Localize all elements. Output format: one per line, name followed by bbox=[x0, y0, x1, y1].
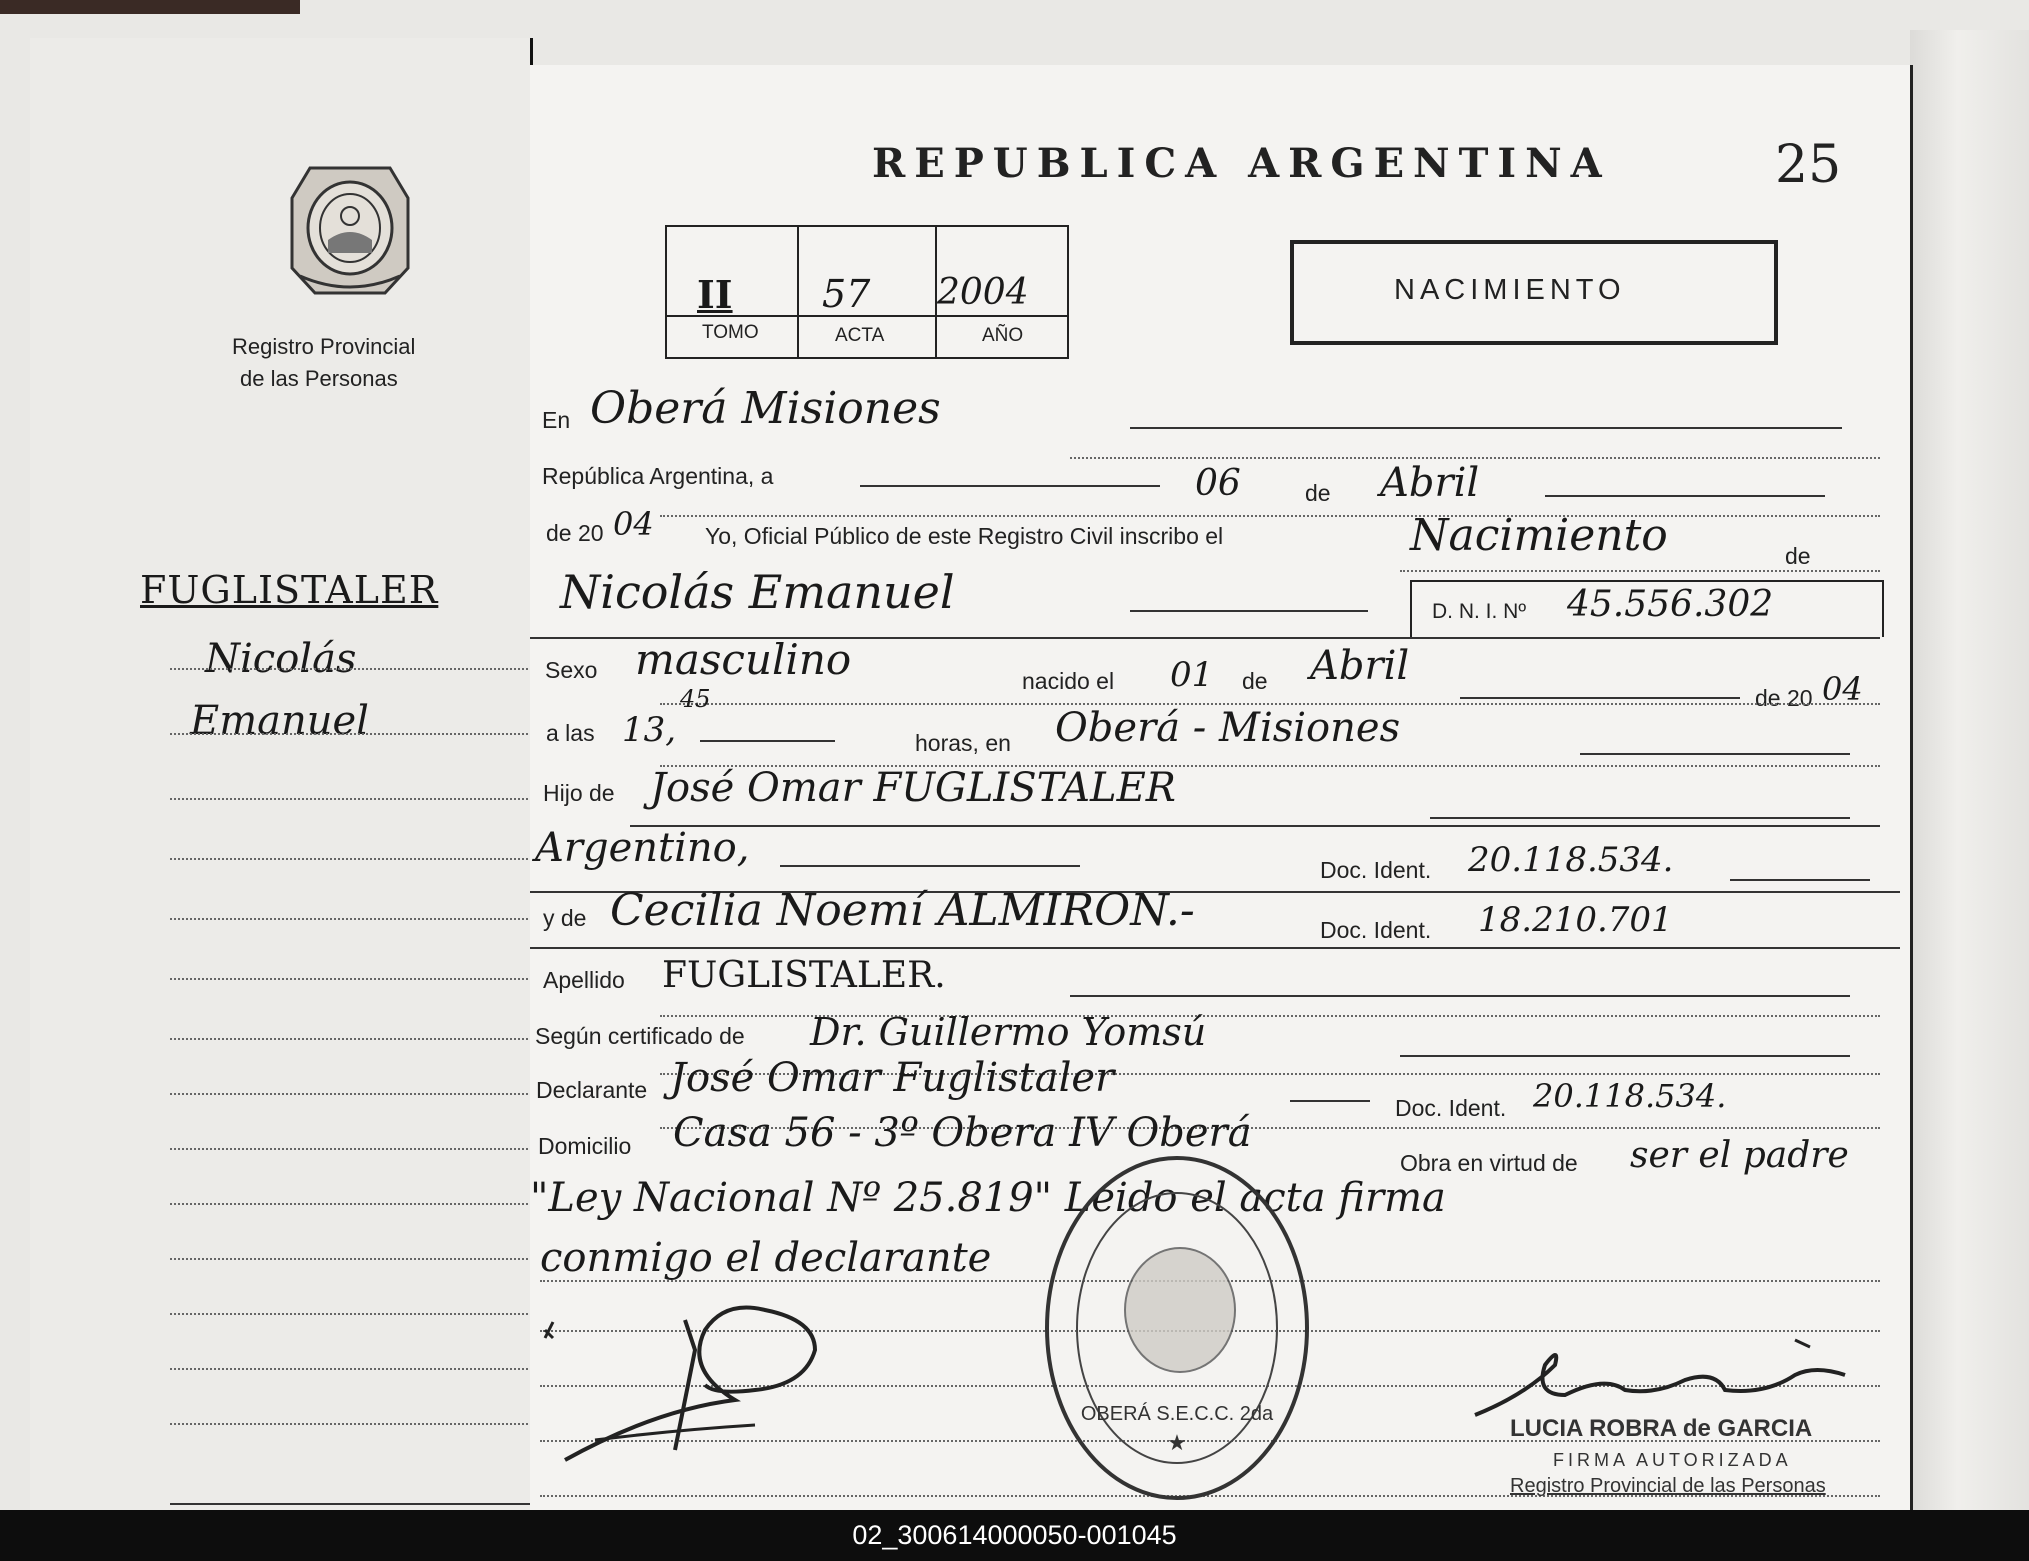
margin-dotted-line bbox=[170, 1423, 540, 1425]
fill-line bbox=[1290, 1100, 1370, 1102]
margin-dotted-line bbox=[170, 1368, 540, 1370]
value-hour: 13, bbox=[622, 710, 677, 750]
margin-dotted-line bbox=[170, 1203, 540, 1205]
binder-edge bbox=[0, 0, 300, 14]
anio-label: AÑO bbox=[982, 325, 1024, 346]
value-birth-day: 01 bbox=[1170, 655, 1214, 695]
value-sex: masculino bbox=[635, 635, 852, 684]
label-republica: República Argentina, a bbox=[542, 463, 774, 489]
fill-line bbox=[1130, 610, 1368, 612]
svg-text:★: ★ bbox=[1167, 1430, 1187, 1455]
margin-dotted-line bbox=[170, 668, 540, 670]
acta-label: ACTA bbox=[835, 325, 885, 346]
margin-first-name: Nicolás bbox=[205, 636, 357, 682]
official-signature bbox=[1465, 1335, 1865, 1425]
tomo-label: TOMO bbox=[702, 322, 759, 343]
fill-line bbox=[1580, 753, 1850, 755]
value-declarant-doc: 20.118.534. bbox=[1533, 1077, 1727, 1115]
margin-dotted-line bbox=[170, 918, 540, 920]
margin-dotted-line bbox=[170, 1148, 540, 1150]
value-observation-line1: "Ley Nacional Nº 25.819" Leido el acta firma bbox=[530, 1175, 1446, 1221]
fill-line bbox=[1400, 1055, 1850, 1057]
value-father-nationality: Argentino, bbox=[535, 825, 750, 871]
value-observation-line2: conmigo el declarante bbox=[540, 1235, 992, 1281]
value-mother: Cecilia Noemí ALMIRON.- bbox=[610, 885, 1195, 936]
margin-dotted-line bbox=[170, 1093, 540, 1095]
fill-line bbox=[1070, 457, 1880, 459]
margin-dotted-line bbox=[170, 733, 540, 735]
svg-text:OBERÁ S.E.C.C. 2da: OBERÁ S.E.C.C. 2da bbox=[1080, 1403, 1274, 1425]
fill-line bbox=[1130, 427, 1842, 429]
registry-stamp bbox=[1040, 1150, 1315, 1505]
fill-line bbox=[860, 485, 1160, 487]
label-domicilio: Domicilio bbox=[538, 1133, 632, 1159]
registry-name-line2: de las Personas bbox=[240, 366, 398, 391]
label-a-las: a las bbox=[546, 720, 595, 746]
label-yo: Yo, Oficial Público de este Registro Civil inscribo el bbox=[705, 523, 1224, 549]
value-physician: Dr. Guillermo Yomsú bbox=[810, 1010, 1207, 1054]
acta-value: 57 bbox=[822, 272, 871, 316]
fill-line bbox=[1070, 995, 1850, 997]
value-declarant: José Omar Fuglistaler bbox=[670, 1055, 1115, 1101]
margin-dotted-line bbox=[170, 798, 540, 800]
fill-line bbox=[1460, 697, 1740, 699]
fill-line bbox=[780, 865, 1080, 867]
value-reg-year: 04 bbox=[613, 505, 654, 543]
fill-line bbox=[1545, 495, 1825, 497]
label-sexo: Sexo bbox=[545, 657, 598, 683]
official-name: LUCIA ROBRA de GARCIA bbox=[1510, 1415, 1813, 1442]
record-number-box bbox=[665, 225, 1069, 359]
form-page bbox=[530, 65, 1913, 1510]
fill-line bbox=[1730, 879, 1870, 881]
label-segun: Según certificado de bbox=[535, 1023, 745, 1049]
margin-second-name: Emanuel bbox=[190, 698, 369, 744]
province-seal-icon bbox=[280, 158, 420, 303]
value-birth-year: 04 bbox=[1822, 670, 1863, 708]
declarant-signature bbox=[535, 1290, 855, 1470]
label-en: En bbox=[542, 407, 571, 433]
label-obra: Obra en virtud de bbox=[1400, 1150, 1578, 1176]
value-minutes: 45 bbox=[680, 685, 711, 713]
value-mother-doc: 18.210.701 bbox=[1478, 900, 1673, 940]
label-de3: de bbox=[1242, 668, 1268, 694]
value-dni: 45.556.302 bbox=[1567, 584, 1774, 625]
country-heading: REPUBLICA ARGENTINA bbox=[872, 140, 1611, 187]
value-child-name: Nicolás Emanuel bbox=[560, 565, 955, 619]
value-father: José Omar FUGLISTALER bbox=[650, 765, 1176, 811]
value-reason: ser el padre bbox=[1630, 1135, 1849, 1176]
fill-line bbox=[530, 947, 1900, 949]
fill-line bbox=[1400, 570, 1880, 572]
sheet-protector-fold bbox=[1910, 30, 2029, 1510]
label-de2: de bbox=[1785, 543, 1811, 569]
anio-value: 2004 bbox=[937, 272, 1029, 313]
official-title: FIRMA AUTORIZADA bbox=[1553, 1450, 1792, 1470]
value-father-doc: 20.118.534. bbox=[1468, 840, 1674, 880]
fill-line bbox=[1430, 817, 1850, 819]
label-de-20: de 20 bbox=[546, 520, 604, 546]
label-doc3: Doc. Ident. bbox=[1395, 1095, 1507, 1121]
margin-dotted-line bbox=[170, 978, 540, 980]
label-dni: D. N. I. Nº bbox=[1432, 600, 1527, 623]
label-apellido: Apellido bbox=[543, 967, 625, 993]
margin-bottom-line bbox=[170, 1503, 540, 1505]
value-surname: FUGLISTALER. bbox=[662, 955, 946, 996]
scan-id-footer: 02_300614000050-001045 bbox=[0, 1510, 2029, 1561]
value-birth-month: Abril bbox=[1310, 643, 1410, 689]
tomo-value: II bbox=[697, 272, 733, 317]
value-act: Nacimiento bbox=[1410, 510, 1668, 561]
record-type: NACIMIENTO bbox=[1394, 274, 1626, 306]
fill-line bbox=[660, 515, 1880, 517]
label-doc2: Doc. Ident. bbox=[1320, 917, 1432, 943]
label-doc1: Doc. Ident. bbox=[1320, 857, 1432, 883]
label-nacido: nacido el bbox=[1022, 668, 1115, 694]
label-de-20b: de 20 bbox=[1755, 685, 1813, 711]
margin-dotted-line bbox=[170, 1258, 540, 1260]
record-type-box bbox=[1290, 240, 1778, 345]
label-de: de bbox=[1305, 480, 1331, 506]
label-hijo: Hijo de bbox=[543, 780, 615, 806]
value-address: Casa 56 - 3º Obera IV Oberá bbox=[673, 1110, 1252, 1156]
page-number: 25 bbox=[1775, 135, 1842, 195]
label-horas: horas, en bbox=[915, 730, 1011, 756]
label-declarante: Declarante bbox=[536, 1077, 648, 1103]
margin-dotted-line bbox=[170, 1313, 540, 1315]
value-month: Abril bbox=[1380, 460, 1480, 506]
left-margin-column bbox=[30, 38, 533, 1510]
official-org: Registro Provincial de las Personas bbox=[1510, 1475, 1826, 1497]
value-birth-place: Oberá - Misiones bbox=[1055, 705, 1401, 751]
margin-dotted-line bbox=[170, 1038, 540, 1040]
margin-surname: FUGLISTALER bbox=[140, 568, 439, 612]
margin-dotted-line bbox=[170, 858, 540, 860]
value-day: 06 bbox=[1195, 463, 1241, 504]
fill-line bbox=[700, 740, 835, 742]
fill-line bbox=[630, 825, 1880, 827]
value-place: Oberá Misiones bbox=[590, 383, 941, 434]
dni-box bbox=[1410, 580, 1884, 637]
label-y-de: y de bbox=[543, 905, 587, 931]
registry-name-line1: Registro Provincial bbox=[232, 334, 416, 359]
